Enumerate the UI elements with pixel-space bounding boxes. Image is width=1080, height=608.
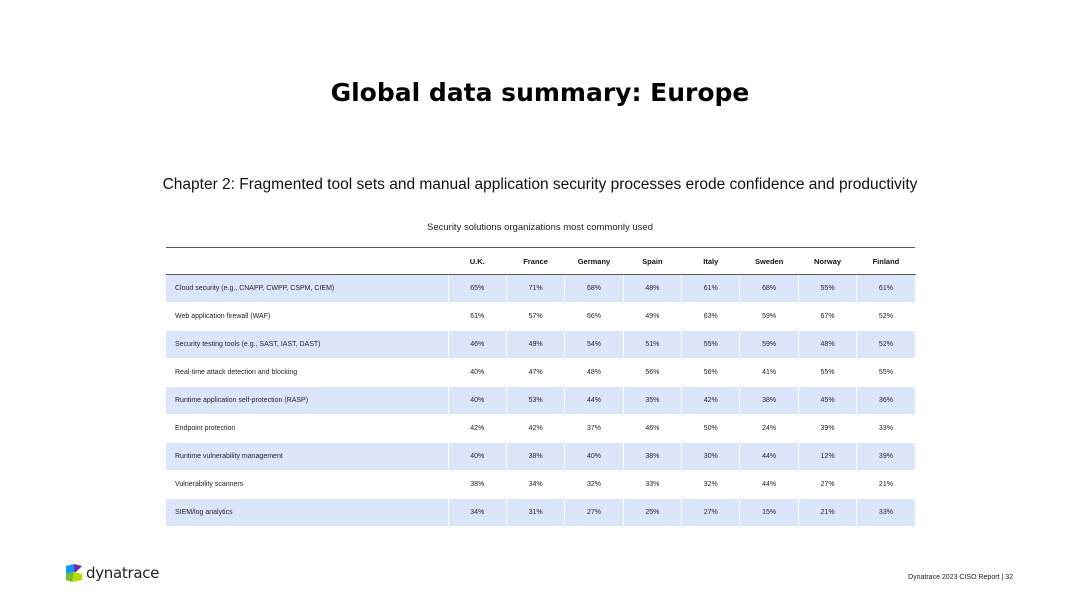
table-cell: 49% [506,331,564,359]
page-title: Global data summary: Europe [330,78,750,107]
table-cell: 63% [682,303,740,331]
table-cell: 27% [682,499,740,527]
table-cell: 39% [857,443,915,471]
table-cell: 59% [740,331,798,359]
table-cell: 36% [857,387,915,415]
table-row [166,387,915,415]
table-row [166,359,915,387]
table-row [166,443,915,471]
table-cell: 42% [448,415,506,443]
table-cell: 21% [857,471,915,499]
row-label: Runtime vulnerability management [166,443,448,471]
table-cell: 56% [682,359,740,387]
table-cell: 50% [682,415,740,443]
table-cell: 45% [798,387,856,415]
table-cell: 35% [623,387,681,415]
table-cell: 49% [623,303,681,331]
table-cell: 38% [740,387,798,415]
table-cell: 71% [506,275,564,303]
table-cell: 59% [740,303,798,331]
table-cell: 24% [740,415,798,443]
table-cell: 15% [740,499,798,527]
table-cell: 55% [682,331,740,359]
table-cell: 12% [798,443,856,471]
table-cell: 30% [682,443,740,471]
table-row [166,303,915,331]
row-label: SIEM/log analytics [166,499,448,527]
table-row [166,415,915,443]
table-cell: 61% [682,275,740,303]
table-cell: 27% [798,471,856,499]
column-header: Finland [857,248,915,275]
table-row [166,499,915,527]
table-cell: 66% [565,303,623,331]
table-cell: 38% [448,471,506,499]
table-cell: 33% [857,415,915,443]
table-cell: 33% [857,499,915,527]
dynatrace-logo-icon [64,563,84,583]
table-cell: 39% [798,415,856,443]
row-label: Cloud security (e.g., CNAPP, CWPP, CSPM, CIEM) [166,275,448,303]
table-row [166,331,915,359]
table-cell: 40% [448,443,506,471]
table-cell: 67% [798,303,856,331]
chapter-subtitle: Chapter 2: Fragmented tool sets and manual application security processes erode confidence and productivity [162,176,918,193]
table-cell: 46% [623,415,681,443]
table-cell: 54% [565,331,623,359]
table-cell: 61% [448,303,506,331]
table-cell: 21% [798,499,856,527]
table-cell: 57% [506,303,564,331]
table-cell: 25% [623,499,681,527]
table-cell: 55% [857,359,915,387]
table-cell: 44% [740,443,798,471]
table-cell: 68% [740,275,798,303]
table-cell: 40% [565,443,623,471]
logo-text: dynatrace [86,564,160,582]
column-header: Spain [623,248,681,275]
table-cell: 32% [682,471,740,499]
table-row [166,275,915,303]
column-header: U.K. [448,248,506,275]
column-header: Sweden [740,248,798,275]
table-cell: 27% [565,499,623,527]
column-header: Germany [565,248,623,275]
row-label: Vulnerability scanners [166,471,448,499]
table-cell: 52% [857,303,915,331]
table-cell: 48% [623,275,681,303]
table-cell: 56% [623,359,681,387]
table-cell: 42% [506,415,564,443]
table-cell: 68% [565,275,623,303]
table-cell: 55% [798,359,856,387]
table-cell: 47% [506,359,564,387]
table-cell: 32% [565,471,623,499]
table-cell: 52% [857,331,915,359]
table-cell: 40% [448,387,506,415]
table-cell: 61% [857,275,915,303]
table-cell: 55% [798,275,856,303]
table-cell: 48% [565,359,623,387]
table-cell: 44% [565,387,623,415]
row-label: Endpoint protection [166,415,448,443]
table-cell: 48% [798,331,856,359]
row-label: Runtime application self-protection (RASP) [166,387,448,415]
table-cell: 44% [740,471,798,499]
table-cell: 65% [448,275,506,303]
column-header: Norway [798,248,856,275]
table-cell: 34% [448,499,506,527]
table-cell: 38% [506,443,564,471]
table-cell: 34% [506,471,564,499]
column-header: France [506,248,564,275]
row-label: Security testing tools (e.g., SAST, IAST, DAST) [166,331,448,359]
table-cell: 37% [565,415,623,443]
table-cell: 31% [506,499,564,527]
column-header: Italy [682,248,740,275]
dynatrace-logo [64,563,159,583]
table-row [166,471,915,499]
row-label: Web application firewall (WAF) [166,303,448,331]
table-cell: 42% [682,387,740,415]
table-cell: 53% [506,387,564,415]
row-label: Real-time attack detection and blocking [166,359,448,387]
table-caption: Security solutions organizations most commonly used [427,222,653,233]
table-cell: 51% [623,331,681,359]
table-cell: 41% [740,359,798,387]
table-cell: 38% [623,443,681,471]
footer-text: Dynatrace 2023 CISO Report | 32 [908,574,1013,581]
header-blank [166,248,448,275]
table-cell: 40% [448,359,506,387]
table-cell: 33% [623,471,681,499]
table-header-row [166,248,915,275]
table-cell: 46% [448,331,506,359]
data-table [166,247,916,527]
